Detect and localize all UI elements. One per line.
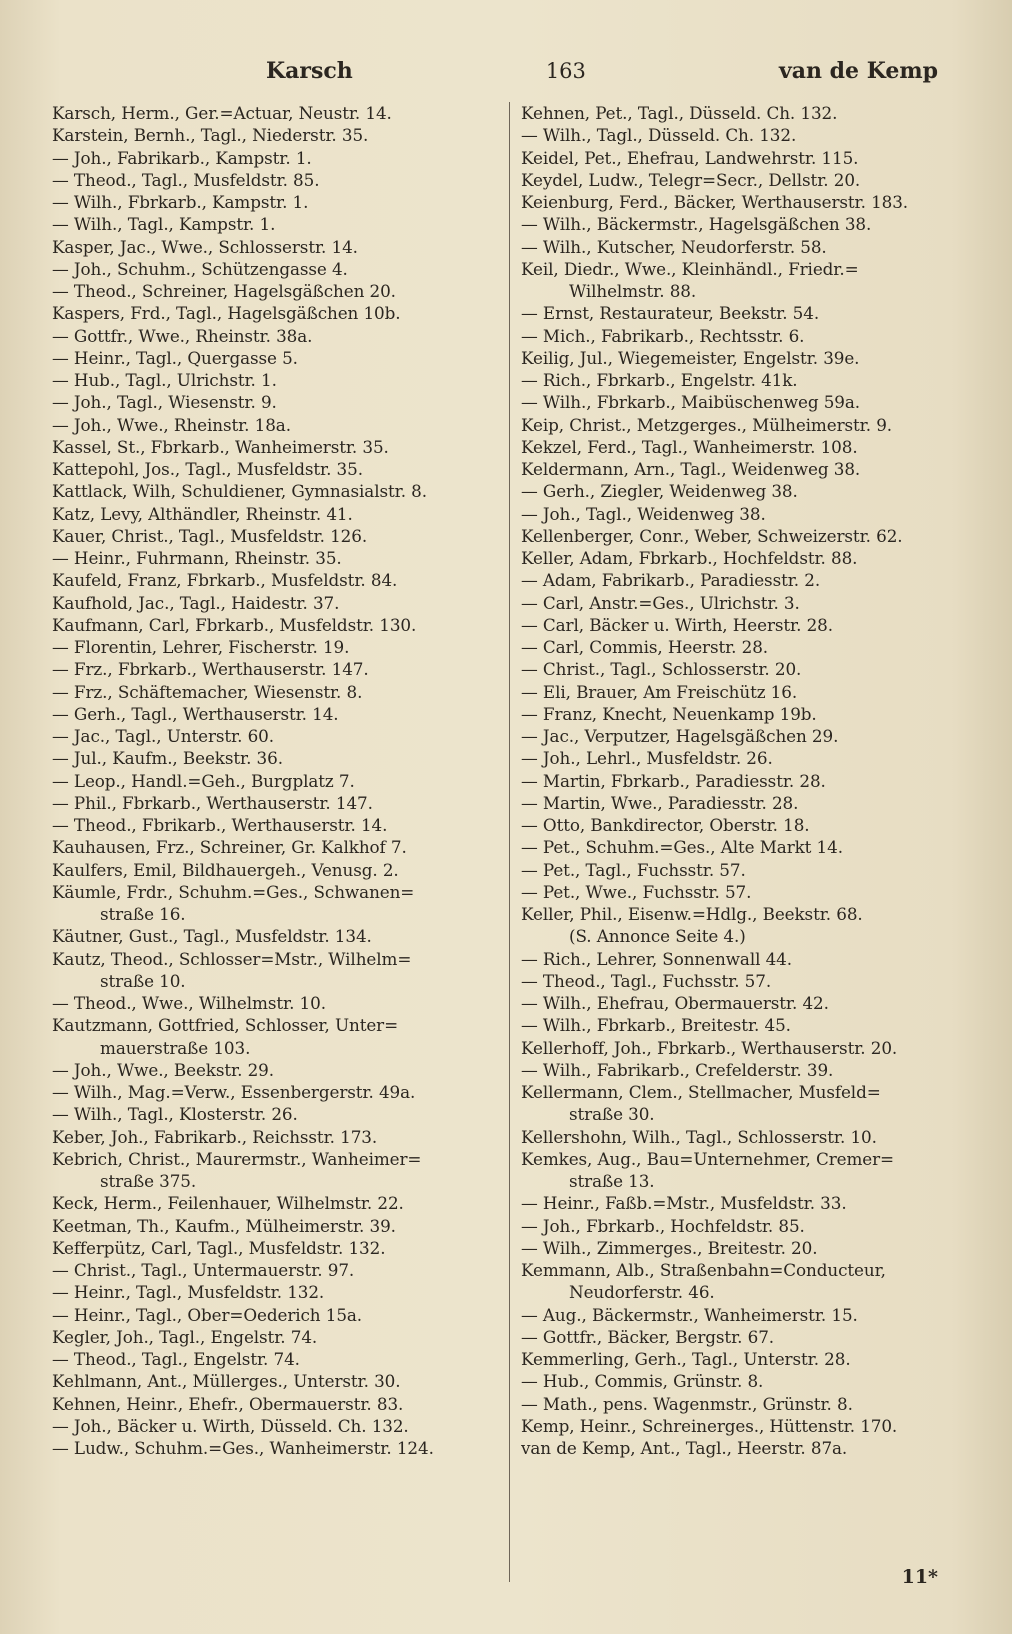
directory-entry: — Aug., Bäckermstr., Wanheimerstr. 15. bbox=[521, 1304, 858, 1325]
page-header bbox=[52, 58, 974, 102]
directory-entry: Kehlmann, Ant., Müllerges., Unterstr. 30. bbox=[52, 1371, 401, 1392]
directory-entry: — Gottfr., Wwe., Rheinstr. 38a. bbox=[52, 325, 313, 346]
directory-entry: Kaufmann, Carl, Fbrkarb., Musfeldstr. 130. bbox=[52, 614, 417, 635]
directory-entry: Katz, Levy, Althändler, Rheinstr. 41. bbox=[52, 503, 353, 524]
directory-entry: — Joh., Tagl., Wiesenstr. 9. bbox=[52, 392, 277, 413]
directory-entry: — Otto, Bankdirector, Oberstr. 18. bbox=[521, 815, 810, 835]
directory-entry: — Florentin, Lehrer, Fischerstr. 19. bbox=[52, 637, 350, 657]
directory-entry: — Theod., Wwe., Wilhelmstr. 10. bbox=[52, 993, 326, 1013]
directory-entry: Kaulfers, Emil, Bildhauergeh., Venusg. 2. bbox=[52, 859, 399, 880]
directory-entry: Karstein, Bernh., Tagl., Niederstr. 35. bbox=[52, 125, 369, 146]
directory-entry: — Christ., Tagl., Untermauerstr. 97. bbox=[52, 1260, 355, 1280]
directory-entry: Kaufhold, Jac., Tagl., Haidestr. 37. bbox=[52, 592, 340, 613]
directory-entry: — Pet., Wwe., Fuchsstr. 57. bbox=[521, 881, 752, 902]
directory-entry: — Heinr., Faßb.=Mstr., Musfeldstr. 33. bbox=[521, 1193, 847, 1214]
directory-entry: — Ernst, Restaurateur, Beekstr. 54. bbox=[521, 303, 820, 324]
directory-entry: Kasper, Jac., Wwe., Schlosserstr. 14. bbox=[52, 236, 358, 257]
directory-entry: Keil, Diedr., Wwe., Kleinhändl., Friedr.= bbox=[521, 258, 859, 279]
column-divider bbox=[509, 102, 510, 1582]
directory-entry: — Frz., Schäftemacher, Wiesenstr. 8. bbox=[52, 681, 363, 702]
directory-entry: — Wilh., Tagl., Klosterstr. 26. bbox=[52, 1104, 298, 1125]
header-right-catchword: van de Kemp bbox=[778, 58, 938, 84]
directory-entry: — Joh., Bäcker u. Wirth, Düsseld. Ch. 132. bbox=[52, 1415, 409, 1436]
directory-entry: — Wilh., Fbrkarb., Maibüschenweg 59a. bbox=[521, 392, 860, 413]
directory-entry: — Theod., Tagl., Musfeldstr. 85. bbox=[52, 169, 320, 190]
directory-entry: — Jac., Tagl., Unterstr. 60. bbox=[52, 726, 274, 746]
directory-entry: Keldermann, Arn., Tagl., Weidenweg 38. bbox=[521, 459, 861, 479]
directory-entry: Kauer, Christ., Tagl., Musfeldstr. 126. bbox=[52, 525, 368, 546]
directory-entry: — Martin, Wwe., Paradiesstr. 28. bbox=[521, 792, 799, 813]
directory-entry: Kemkes, Aug., Bau=Unternehmer, Cremer= bbox=[521, 1148, 894, 1169]
directory-entry: Kellermann, Clem., Stellmacher, Musfeld= bbox=[521, 1082, 881, 1102]
directory-entry: Keienburg, Ferd., Bäcker, Werthauserstr. 183. bbox=[521, 192, 909, 212]
directory-entry: — Pet., Schuhm.=Ges., Alte Markt 14. bbox=[521, 837, 843, 858]
directory-entry: Keck, Herm., Feilenhauer, Wilhelmstr. 22. bbox=[52, 1193, 404, 1214]
directory-entry: Keidel, Pet., Ehefrau, Landwehrstr. 115. bbox=[521, 147, 859, 168]
directory-entry: Wilhelmstr. 88. bbox=[569, 281, 697, 301]
directory-entry: Käumle, Frdr., Schuhm.=Ges., Schwanen= bbox=[52, 881, 415, 902]
directory-entry: Keller, Phil., Eisenw.=Hdlg., Beekstr. 68. bbox=[521, 904, 863, 924]
directory-entry: Kemmann, Alb., Straßenbahn=Conducteur, bbox=[521, 1260, 886, 1280]
columns bbox=[52, 102, 974, 1459]
directory-entry: — Gottfr., Bäcker, Bergstr. 67. bbox=[521, 1326, 774, 1347]
directory-entry: Kauhausen, Frz., Schreiner, Gr. Kalkhof 7. bbox=[52, 837, 407, 858]
directory-entry: Keber, Joh., Fabrikarb., Reichsstr. 173. bbox=[52, 1126, 378, 1147]
directory-entry: — Pet., Tagl., Fuchsstr. 57. bbox=[521, 859, 746, 880]
directory-entry: straße 30. bbox=[569, 1104, 655, 1125]
directory-entry: — Rich., Lehrer, Sonnenwall 44. bbox=[521, 948, 792, 969]
directory-entry: Kegler, Joh., Tagl., Engelstr. 74. bbox=[52, 1326, 318, 1347]
directory-entry: — Joh., Lehrl., Musfeldstr. 26. bbox=[521, 748, 773, 769]
directory-entry: Käutner, Gust., Tagl., Musfeldstr. 134. bbox=[52, 926, 372, 947]
directory-entry: straße 375. bbox=[100, 1171, 197, 1191]
directory-entry: — Rich., Fbrkarb., Engelstr. 41k. bbox=[521, 370, 798, 390]
directory-entry: Kehnen, Pet., Tagl., Düsseld. Ch. 132. bbox=[521, 103, 838, 123]
directory-entry: Kattepohl, Jos., Tagl., Musfeldstr. 35. bbox=[52, 459, 363, 479]
directory-entry: mauerstraße 103. bbox=[100, 1037, 251, 1058]
directory-entry: — Hub., Commis, Grünstr. 8. bbox=[521, 1371, 764, 1392]
directory-entry: — Heinr., Tagl., Musfeldstr. 132. bbox=[52, 1282, 325, 1303]
directory-entry: — Math., pens. Wagenmstr., Grünstr. 8. bbox=[521, 1393, 853, 1414]
directory-entry: Kassel, St., Fbrkarb., Wanheimerstr. 35. bbox=[52, 436, 389, 457]
directory-entry: — Carl, Anstr.=Ges., Ulrichstr. 3. bbox=[521, 592, 800, 613]
directory-entry: — Wilh., Kutscher, Neudorferstr. 58. bbox=[521, 236, 827, 257]
directory-entry: van de Kemp, Ant., Tagl., Heerstr. 87a. bbox=[521, 1438, 848, 1458]
directory-entry: Kautzmann, Gottfried, Schlosser, Unter= bbox=[52, 1015, 399, 1036]
directory-entry: Keetman, Th., Kaufm., Mülheimerstr. 39. bbox=[52, 1215, 396, 1236]
directory-entry: Keilig, Jul., Wiegemeister, Engelstr. 39e. bbox=[521, 347, 860, 368]
left-column bbox=[52, 102, 507, 1459]
directory-entry: — Christ., Tagl., Schlosserstr. 20. bbox=[521, 659, 802, 680]
directory-entry: — Leop., Handl.=Geh., Burgplatz 7. bbox=[52, 770, 355, 791]
directory-entry: — Wilh., Ehefrau, Obermauerstr. 42. bbox=[521, 993, 829, 1013]
directory-entry: Kebrich, Christ., Maurermstr., Wanheimer= bbox=[52, 1148, 422, 1169]
directory-entry: — Gerh., Ziegler, Weidenweg 38. bbox=[521, 481, 798, 502]
directory-entry: Keydel, Ludw., Telegr=Secr., Dellstr. 20. bbox=[521, 169, 861, 190]
directory-entry: — Franz, Knecht, Neuenkamp 19b. bbox=[521, 703, 817, 724]
directory-entry: — Wilh., Bäckermstr., Hagelsgäßchen 38. bbox=[521, 214, 872, 235]
directory-entry: — Jac., Verputzer, Hagelsgäßchen 29. bbox=[521, 726, 839, 746]
directory-entry: — Wilh., Mag.=Verw., Essenbergerstr. 49a. bbox=[52, 1082, 416, 1102]
directory-entry: — Heinr., Tagl., Quergasse 5. bbox=[52, 347, 298, 368]
directory-entry: Neudorferstr. 46. bbox=[569, 1282, 715, 1303]
directory-entry: Kellershohn, Wilh., Tagl., Schlosserstr. 10. bbox=[521, 1126, 877, 1147]
directory-entry: — Joh., Wwe., Rheinstr. 18a. bbox=[52, 414, 291, 435]
directory-entry: Kellenberger, Conr., Weber, Schweizerstr. 62. bbox=[521, 525, 903, 546]
directory-entry: — Carl, Commis, Heerstr. 28. bbox=[521, 637, 769, 657]
directory-entry: — Joh., Schuhm., Schützengasse 4. bbox=[52, 258, 348, 279]
directory-entry: — Theod., Fbrikarb., Werthauserstr. 14. bbox=[52, 815, 388, 835]
directory-entry: (S. Annonce Seite 4.) bbox=[569, 926, 746, 947]
directory-entry: Keip, Christ., Metzgerges., Mülheimerstr. 9. bbox=[521, 414, 893, 435]
directory-entry: Kattlack, Wilh, Schuldiener, Gymnasialstr. 8. bbox=[52, 481, 427, 502]
directory-entry: — Wilh., Tagl., Kampstr. 1. bbox=[52, 214, 276, 235]
directory-entry: — Joh., Tagl., Weidenweg 38. bbox=[521, 503, 766, 524]
directory-entry: Keller, Adam, Fbrkarb., Hochfeldstr. 88. bbox=[521, 548, 858, 568]
directory-entry: — Heinr., Tagl., Ober=Oederich 15a. bbox=[52, 1304, 363, 1325]
directory-entry: — Martin, Fbrkarb., Paradiesstr. 28. bbox=[521, 770, 826, 791]
directory-entry: Kaufeld, Franz, Fbrkarb., Musfeldstr. 84. bbox=[52, 570, 398, 591]
directory-entry: — Wilh., Fbrkarb., Kampstr. 1. bbox=[52, 192, 309, 212]
right-column bbox=[507, 102, 962, 1459]
directory-entry: Karsch, Herm., Ger.=Actuar, Neustr. 14. bbox=[52, 103, 392, 123]
directory-entry: Kemp, Heinr., Schreinerges., Hüttenstr. 170. bbox=[521, 1415, 898, 1436]
directory-entry: Kemmerling, Gerh., Tagl., Unterstr. 28. bbox=[521, 1349, 851, 1369]
header-left-catchword: Karsch bbox=[266, 58, 353, 84]
directory-entry: — Wilh., Tagl., Düsseld. Ch. 132. bbox=[521, 125, 797, 146]
directory-entry: Kehnen, Heinr., Ehefr., Obermauerstr. 83. bbox=[52, 1393, 404, 1414]
directory-entry: — Eli, Brauer, Am Freischütz 16. bbox=[521, 681, 798, 702]
directory-entry: — Theod., Tagl., Engelstr. 74. bbox=[52, 1349, 300, 1369]
directory-entry: — Frz., Fbrkarb., Werthauserstr. 147. bbox=[52, 659, 369, 680]
directory-entry: — Heinr., Fuhrmann, Rheinstr. 35. bbox=[52, 548, 342, 568]
directory-entry: — Phil., Fbrkarb., Werthauserstr. 147. bbox=[52, 792, 373, 813]
directory-entry: — Theod., Tagl., Fuchsstr. 57. bbox=[521, 970, 772, 991]
directory-entry: — Ludw., Schuhm.=Ges., Wanheimerstr. 124. bbox=[52, 1438, 434, 1458]
directory-entry: — Hub., Tagl., Ulrichstr. 1. bbox=[52, 370, 277, 390]
directory-entry: Kefferpütz, Carl, Tagl., Musfeldstr. 132. bbox=[52, 1237, 386, 1258]
directory-entry: — Jul., Kaufm., Beekstr. 36. bbox=[52, 748, 283, 769]
directory-entry: straße 16. bbox=[100, 904, 186, 924]
directory-entry: — Joh., Fabrikarb., Kampstr. 1. bbox=[52, 147, 312, 168]
directory-entry: straße 10. bbox=[100, 970, 186, 991]
directory-entry: — Joh., Fbrkarb., Hochfeldstr. 85. bbox=[521, 1215, 805, 1236]
directory-entry: — Wilh., Fbrkarb., Breitestr. 45. bbox=[521, 1015, 791, 1036]
directory-entry: — Wilh., Zimmerges., Breitestr. 20. bbox=[521, 1237, 818, 1258]
directory-entry: — Mich., Fabrikarb., Rechtsstr. 6. bbox=[521, 325, 805, 346]
directory-entry: — Theod., Schreiner, Hagelsgäßchen 20. bbox=[52, 281, 396, 301]
directory-entry: Kellerhoff, Joh., Fbrkarb., Werthauserstr. 20. bbox=[521, 1037, 898, 1058]
directory-entry: Kekzel, Ferd., Tagl., Wanheimerstr. 108. bbox=[521, 436, 858, 457]
directory-entry: straße 13. bbox=[569, 1171, 655, 1191]
directory-entry: — Carl, Bäcker u. Wirth, Heerstr. 28. bbox=[521, 614, 833, 635]
directory-entry: — Adam, Fabrikarb., Paradiesstr. 2. bbox=[521, 570, 821, 591]
directory-entry: — Joh., Wwe., Beekstr. 29. bbox=[52, 1059, 274, 1080]
directory-entry: Kautz, Theod., Schlosser=Mstr., Wilhelm= bbox=[52, 948, 412, 969]
printer-signature: 11* bbox=[901, 1566, 938, 1588]
page-number: 163 bbox=[545, 59, 586, 83]
directory-entry: — Gerh., Tagl., Werthauserstr. 14. bbox=[52, 703, 339, 724]
directory-entry: Kaspers, Frd., Tagl., Hagelsgäßchen 10b. bbox=[52, 303, 401, 324]
directory-entry: — Wilh., Fabrikarb., Crefelderstr. 39. bbox=[521, 1059, 834, 1080]
